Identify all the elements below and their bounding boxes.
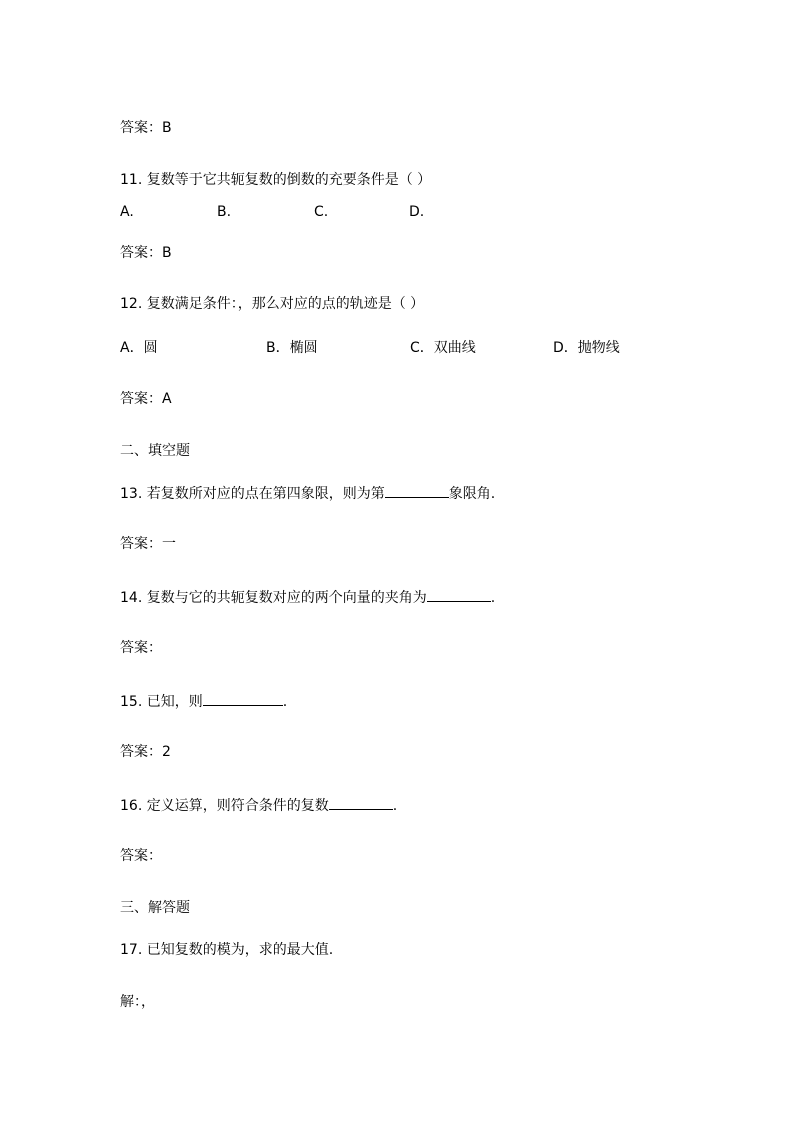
q11-option-d: D.	[409, 204, 425, 220]
q15-blank	[203, 691, 283, 706]
question-13	[120, 483, 495, 503]
answer-10: 答案：B	[120, 120, 172, 136]
answer-14: 答案：	[120, 640, 162, 656]
question-17: 17. 已知复数的模为，求的最大值.	[120, 942, 334, 958]
q14-blank	[427, 587, 491, 602]
q12-option-b: B．椭圆	[266, 340, 318, 356]
q14-text: 14. 复数与它的共轭复数对应的两个向量的夹角为	[120, 590, 427, 606]
answer-13: 答案：一	[120, 536, 176, 552]
question-11: 11. 复数等于它共轭复数的倒数的充要条件是（ ）	[120, 172, 432, 188]
question-12: 12. 复数满足条件：，那么对应的点的轨迹是（ ）	[120, 296, 425, 312]
q16-text-end: .	[392, 798, 398, 814]
section-heading-fill-in: 二、填空题	[120, 443, 190, 459]
section-heading-solutions: 三、解答题	[120, 900, 190, 916]
question-15	[120, 691, 287, 711]
q13-text-end: 象限角.	[448, 486, 496, 502]
question-14	[120, 587, 495, 607]
answer-12: 答案：A	[120, 391, 172, 407]
q12-option-a: A．圆	[120, 340, 158, 356]
solution-17: 解：，	[120, 994, 155, 1010]
q16-blank	[329, 795, 393, 810]
q13-text: 13. 若复数所对应的点在第四象限，则为第	[120, 486, 385, 502]
q13-blank	[385, 483, 449, 498]
q11-option-a: A.	[120, 204, 134, 220]
answer-15: 答案：2	[120, 744, 171, 760]
q15-text-end: .	[282, 694, 288, 710]
q12-option-d: D．抛物线	[553, 340, 620, 356]
q15-text: 15. 已知，则	[120, 694, 203, 710]
q11-option-c: C.	[314, 204, 329, 220]
question-16	[120, 795, 397, 815]
answer-16: 答案：	[120, 848, 162, 864]
q14-text-end: .	[490, 590, 496, 606]
q11-option-b: B.	[217, 204, 232, 220]
q12-option-c: C．双曲线	[410, 340, 476, 356]
answer-11: 答案：B	[120, 245, 172, 261]
q16-text: 16. 定义运算，则符合条件的复数	[120, 798, 329, 814]
